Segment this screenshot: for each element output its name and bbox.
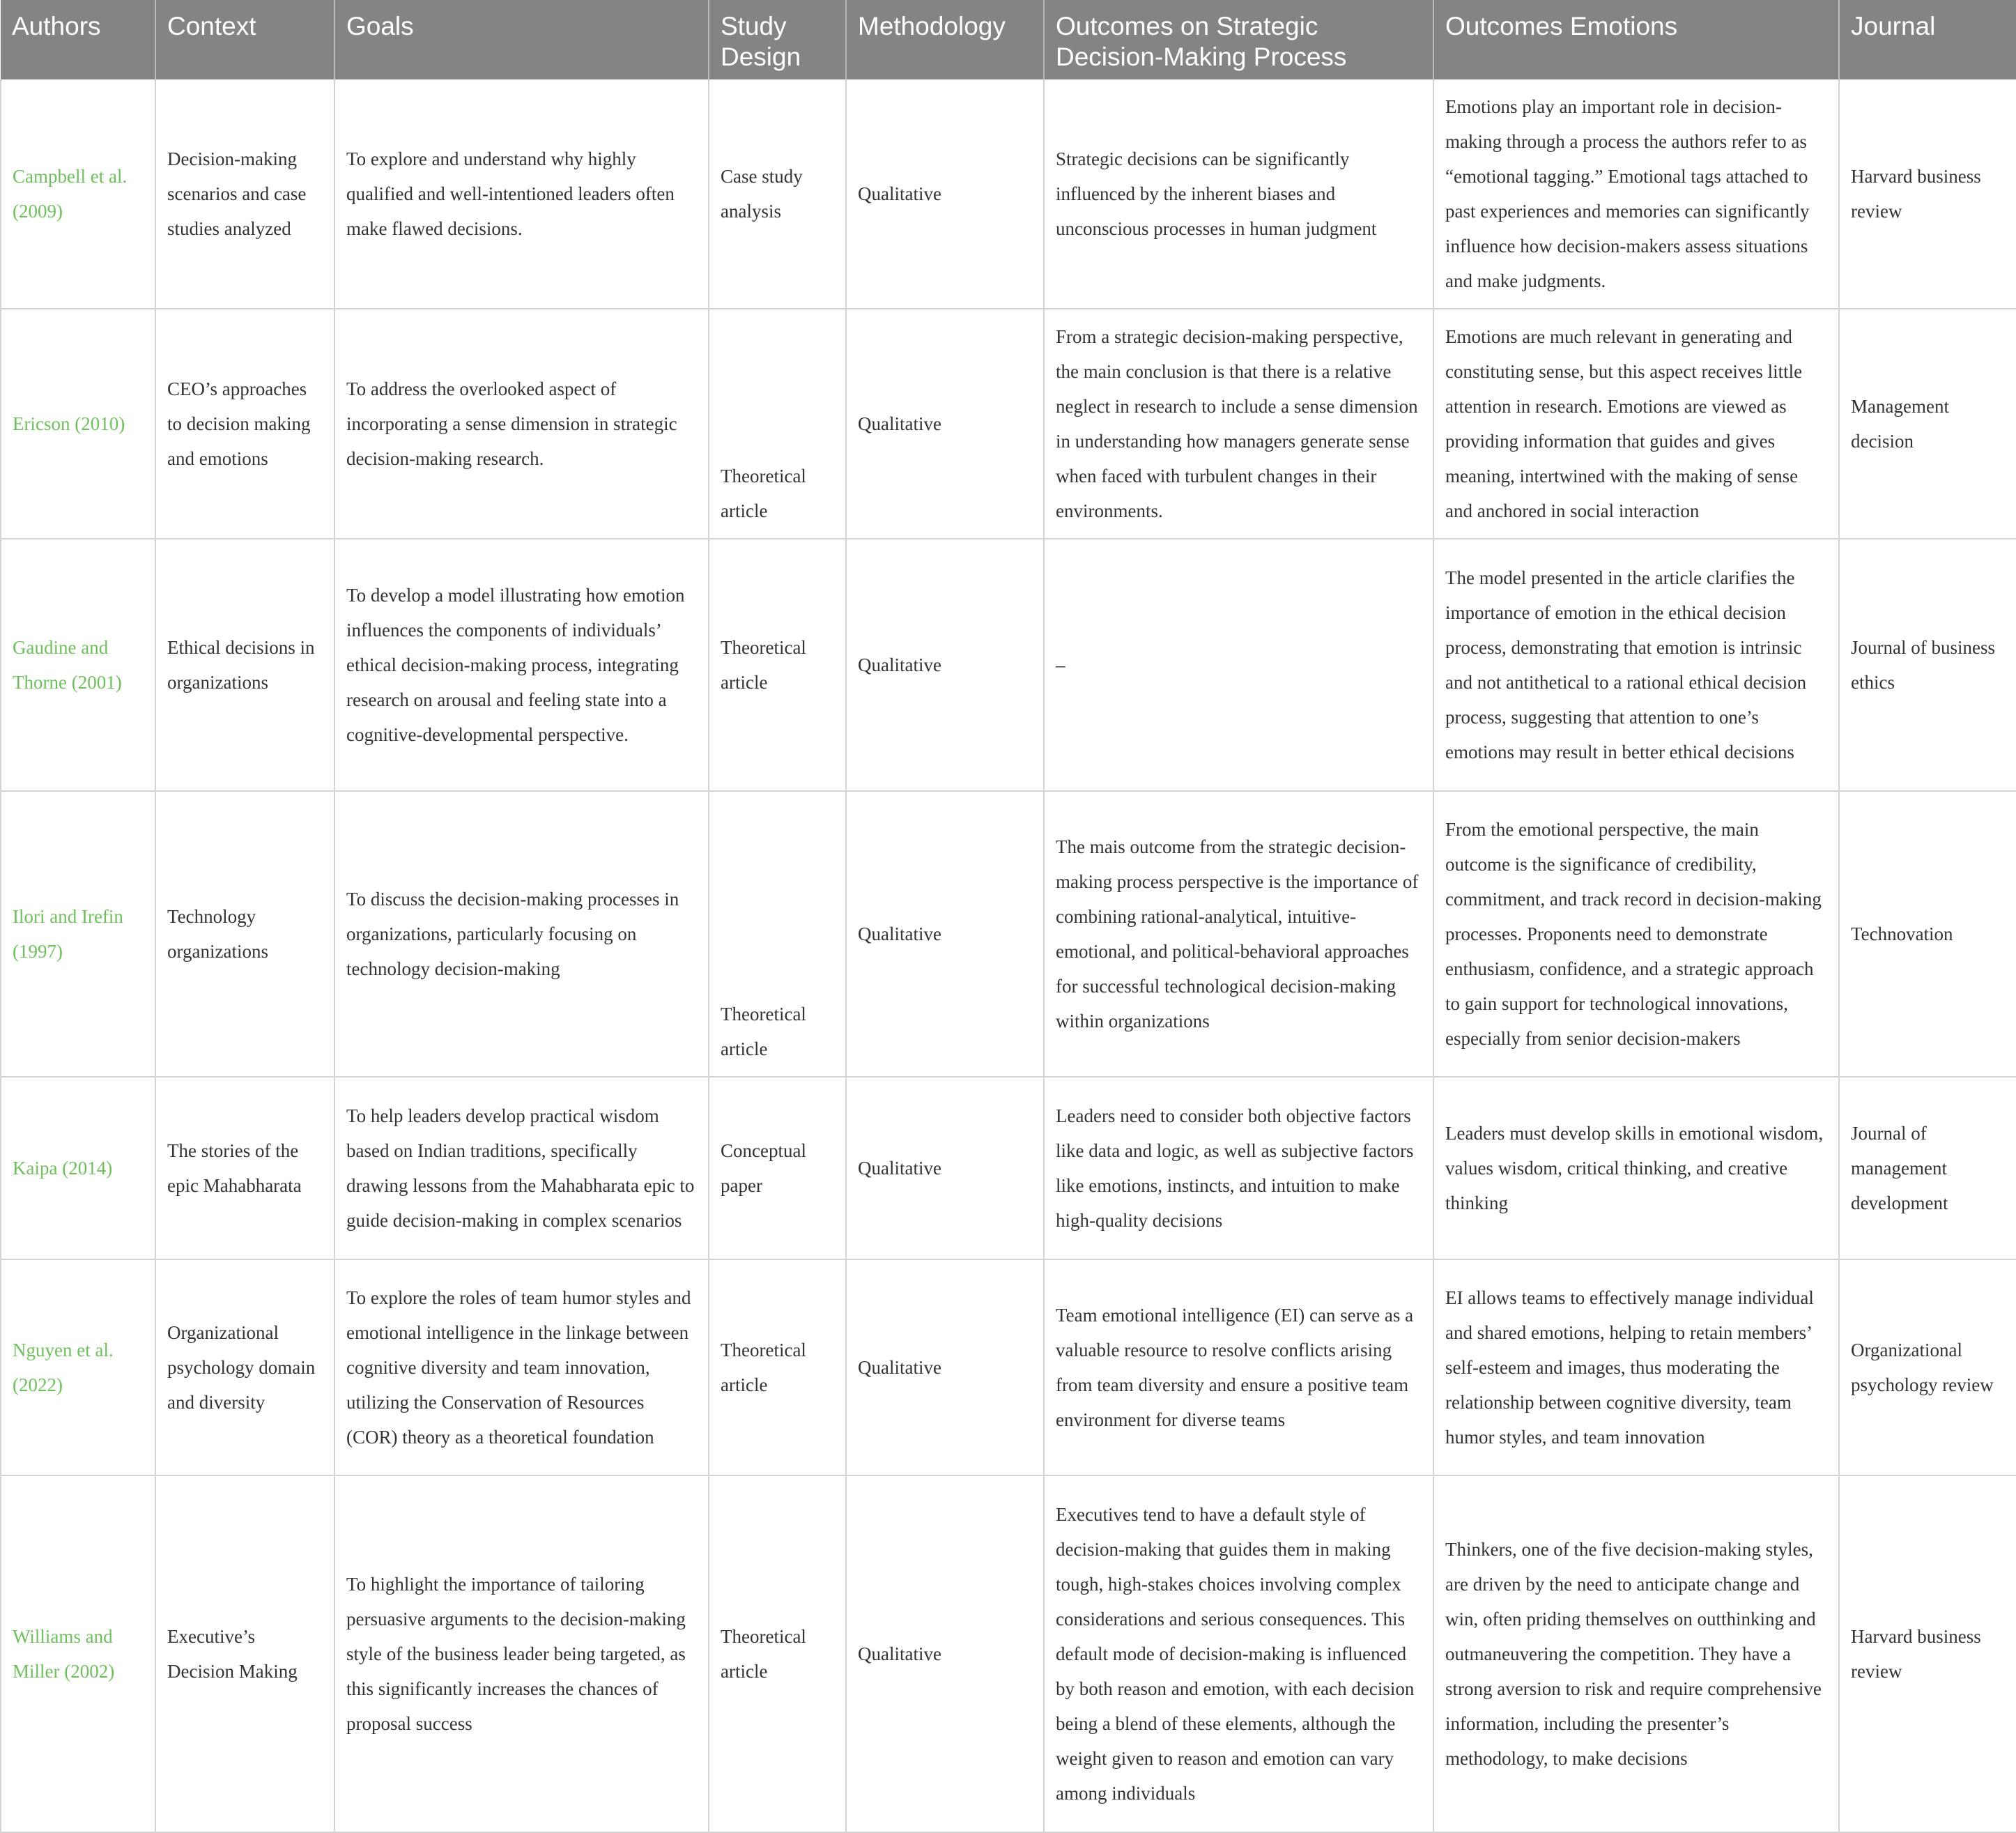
cell-outcomes-strategic: Team emotional intelligence (EI) can serve as a valuable resource to resolve conflicts arising from team diversity and ensure a positive team environment for diverse teams [1044, 1259, 1433, 1475]
cell-outcomes-emotions: From the emotional perspective, the main outcome is the significance of credibility, commitment, and track record in decision-making processes. Proponents need to demonstrate enthusiasm, confidence, and a strategic approach to gain support for technological innovations, especially from senior decision-makers [1433, 791, 1839, 1077]
table-body [1, 79, 2016, 1832]
cell-methodology: Qualitative [846, 1259, 1044, 1475]
table-header [1, 0, 2016, 79]
cell-goals: To discuss the decision-making processes in organizations, particularly focusing on technology decision-making [334, 791, 709, 1077]
table-row [1, 791, 2016, 1077]
cell-authors[interactable]: Gaudine and Thorne (2001) [1, 539, 155, 791]
cell-journal: Organizational psychology review [1839, 1259, 2016, 1475]
cell-methodology: Qualitative [846, 309, 1044, 539]
cell-study-design: Theoretical article [709, 791, 846, 1077]
cell-goals: To highlight the importance of tailoring persuasive arguments to the decision-making style of the business leader being targeted, as this significantly increases the chances of proposal success [334, 1475, 709, 1832]
cell-study-design: Theoretical article [709, 309, 846, 539]
cell-outcomes-strategic: – [1044, 539, 1433, 791]
cell-outcomes-emotions: The model presented in the article clarifies the importance of emotion in the ethical decision process, demonstrating that emotion is intrinsic and not antithetical to a rational ethical decision process, suggesting that attention to one’s emotions may result in better ethical decisions [1433, 539, 1839, 791]
header-goals: Goals [334, 0, 709, 79]
cell-goals: To explore and understand why highly qualified and well-intentioned leaders often make flawed decisions. [334, 79, 709, 309]
cell-outcomes-emotions: Emotions play an important role in decision-making through a process the authors refer to as “emotional tagging.” Emotional tags attached to past experiences and memories can significantly influence how decision-makers assess situations and make judgments. [1433, 79, 1839, 309]
header-outcomes-strategic: Outcomes on Strategic Decision-Making Process [1044, 0, 1433, 79]
table-row [1, 1259, 2016, 1475]
cell-outcomes-strategic: Strategic decisions can be significantly influenced by the inherent biases and unconscious processes in human judgment [1044, 79, 1433, 309]
cell-context: The stories of the epic Mahabharata [155, 1077, 334, 1259]
table-row [1, 1475, 2016, 1832]
cell-context: Organizational psychology domain and diversity [155, 1259, 334, 1475]
cell-study-design: Conceptual paper [709, 1077, 846, 1259]
header-context: Context [155, 0, 334, 79]
cell-authors[interactable]: Ilori and Irefin (1997) [1, 791, 155, 1077]
cell-outcomes-strategic: The mais outcome from the strategic decision-making process perspective is the importance of combining rational-analytical, intuitive-emotional, and political-behavioral approaches for successful technological decision-making within organizations [1044, 791, 1433, 1077]
cell-outcomes-strategic: Executives tend to have a default style of decision-making that guides them in making tough, high-stakes choices involving complex considerations and serious consequences. This default mode of decision-making is influenced by both reason and emotion, with each decision being a blend of these elements, although the weight given to reason and emotion can vary among individuals [1044, 1475, 1433, 1832]
table-row [1, 79, 2016, 309]
cell-authors[interactable]: Ericson (2010) [1, 309, 155, 539]
cell-methodology: Qualitative [846, 1475, 1044, 1832]
cell-context: Ethical decisions in organizations [155, 539, 334, 791]
cell-study-design: Theoretical article [709, 539, 846, 791]
cell-journal: Management decision [1839, 309, 2016, 539]
cell-study-design: Case study analysis [709, 79, 846, 309]
cell-outcomes-strategic: Leaders need to consider both objective factors like data and logic, as well as subjective factors like emotions, instincts, and intuition to make high-quality decisions [1044, 1077, 1433, 1259]
cell-context: Executive’s Decision Making [155, 1475, 334, 1832]
header-row [1, 0, 2016, 79]
cell-authors[interactable]: Nguyen et al. (2022) [1, 1259, 155, 1475]
header-study-design: Study Design [709, 0, 846, 79]
table-row [1, 309, 2016, 539]
cell-goals: To help leaders develop practical wisdom based on Indian traditions, specifically drawing lessons from the Mahabharata epic to guide decision-making in complex scenarios [334, 1077, 709, 1259]
cell-context: Technology organizations [155, 791, 334, 1077]
cell-outcomes-emotions: EI allows teams to effectively manage individual and shared emotions, helping to retain members’ self-esteem and images, thus moderating the relationship between cognitive diversity, team humor styles, and team innovation [1433, 1259, 1839, 1475]
cell-study-design: Theoretical article [709, 1259, 846, 1475]
cell-goals: To address the overlooked aspect of incorporating a sense dimension in strategic decision-making research. [334, 309, 709, 539]
cell-journal: Harvard business review [1839, 1475, 2016, 1832]
header-outcomes-emotions: Outcomes Emotions [1433, 0, 1839, 79]
cell-methodology: Qualitative [846, 539, 1044, 791]
cell-goals: To develop a model illustrating how emotion influences the components of individuals’ ethical decision-making process, integrating research on arousal and feeling state into a cognitive-developmental perspective. [334, 539, 709, 791]
cell-outcomes-emotions: Thinkers, one of the five decision-making styles, are driven by the need to anticipate change and win, often priding themselves on outthinking and outmaneuvering the competition. They have a strong aversion to risk and require comprehensive information, including the presenter’s methodology, to make decisions [1433, 1475, 1839, 1832]
cell-outcomes-strategic: From a strategic decision-making perspective, the main conclusion is that there is a relative neglect in research to include a sense dimension in understanding how managers generate sense when faced with turbulent changes in their environments. [1044, 309, 1433, 539]
cell-journal: Technovation [1839, 791, 2016, 1077]
cell-authors[interactable]: Williams and Miller (2002) [1, 1475, 155, 1832]
cell-journal: Harvard business review [1839, 79, 2016, 309]
cell-methodology: Qualitative [846, 1077, 1044, 1259]
cell-journal: Journal of business ethics [1839, 539, 2016, 791]
cell-study-design: Theoretical article [709, 1475, 846, 1832]
cell-methodology: Qualitative [846, 79, 1044, 309]
cell-journal: Journal of management development [1839, 1077, 2016, 1259]
cell-authors[interactable]: Kaipa (2014) [1, 1077, 155, 1259]
cell-methodology: Qualitative [846, 791, 1044, 1077]
header-methodology: Methodology [846, 0, 1044, 79]
header-authors: Authors [1, 0, 155, 79]
cell-authors[interactable]: Campbell et al. (2009) [1, 79, 155, 309]
cell-context: CEO’s approaches to decision making and emotions [155, 309, 334, 539]
header-journal: Journal [1839, 0, 2016, 79]
cell-outcomes-emotions: Leaders must develop skills in emotional wisdom, values wisdom, critical thinking, and creative thinking [1433, 1077, 1839, 1259]
table-row [1, 1077, 2016, 1259]
cell-goals: To explore the roles of team humor styles and emotional intelligence in the linkage between cognitive diversity and team innovation, utilizing the Conservation of Resources (COR) theory as a theoretical foundation [334, 1259, 709, 1475]
table-row [1, 539, 2016, 791]
cell-outcomes-emotions: Emotions are much relevant in generating and constituting sense, but this aspect receives little attention in research. Emotions are viewed as providing information that guides and gives meaning, intertwined with the making of sense and anchored in social interaction [1433, 309, 1839, 539]
cell-context: Decision-making scenarios and case studies analyzed [155, 79, 334, 309]
